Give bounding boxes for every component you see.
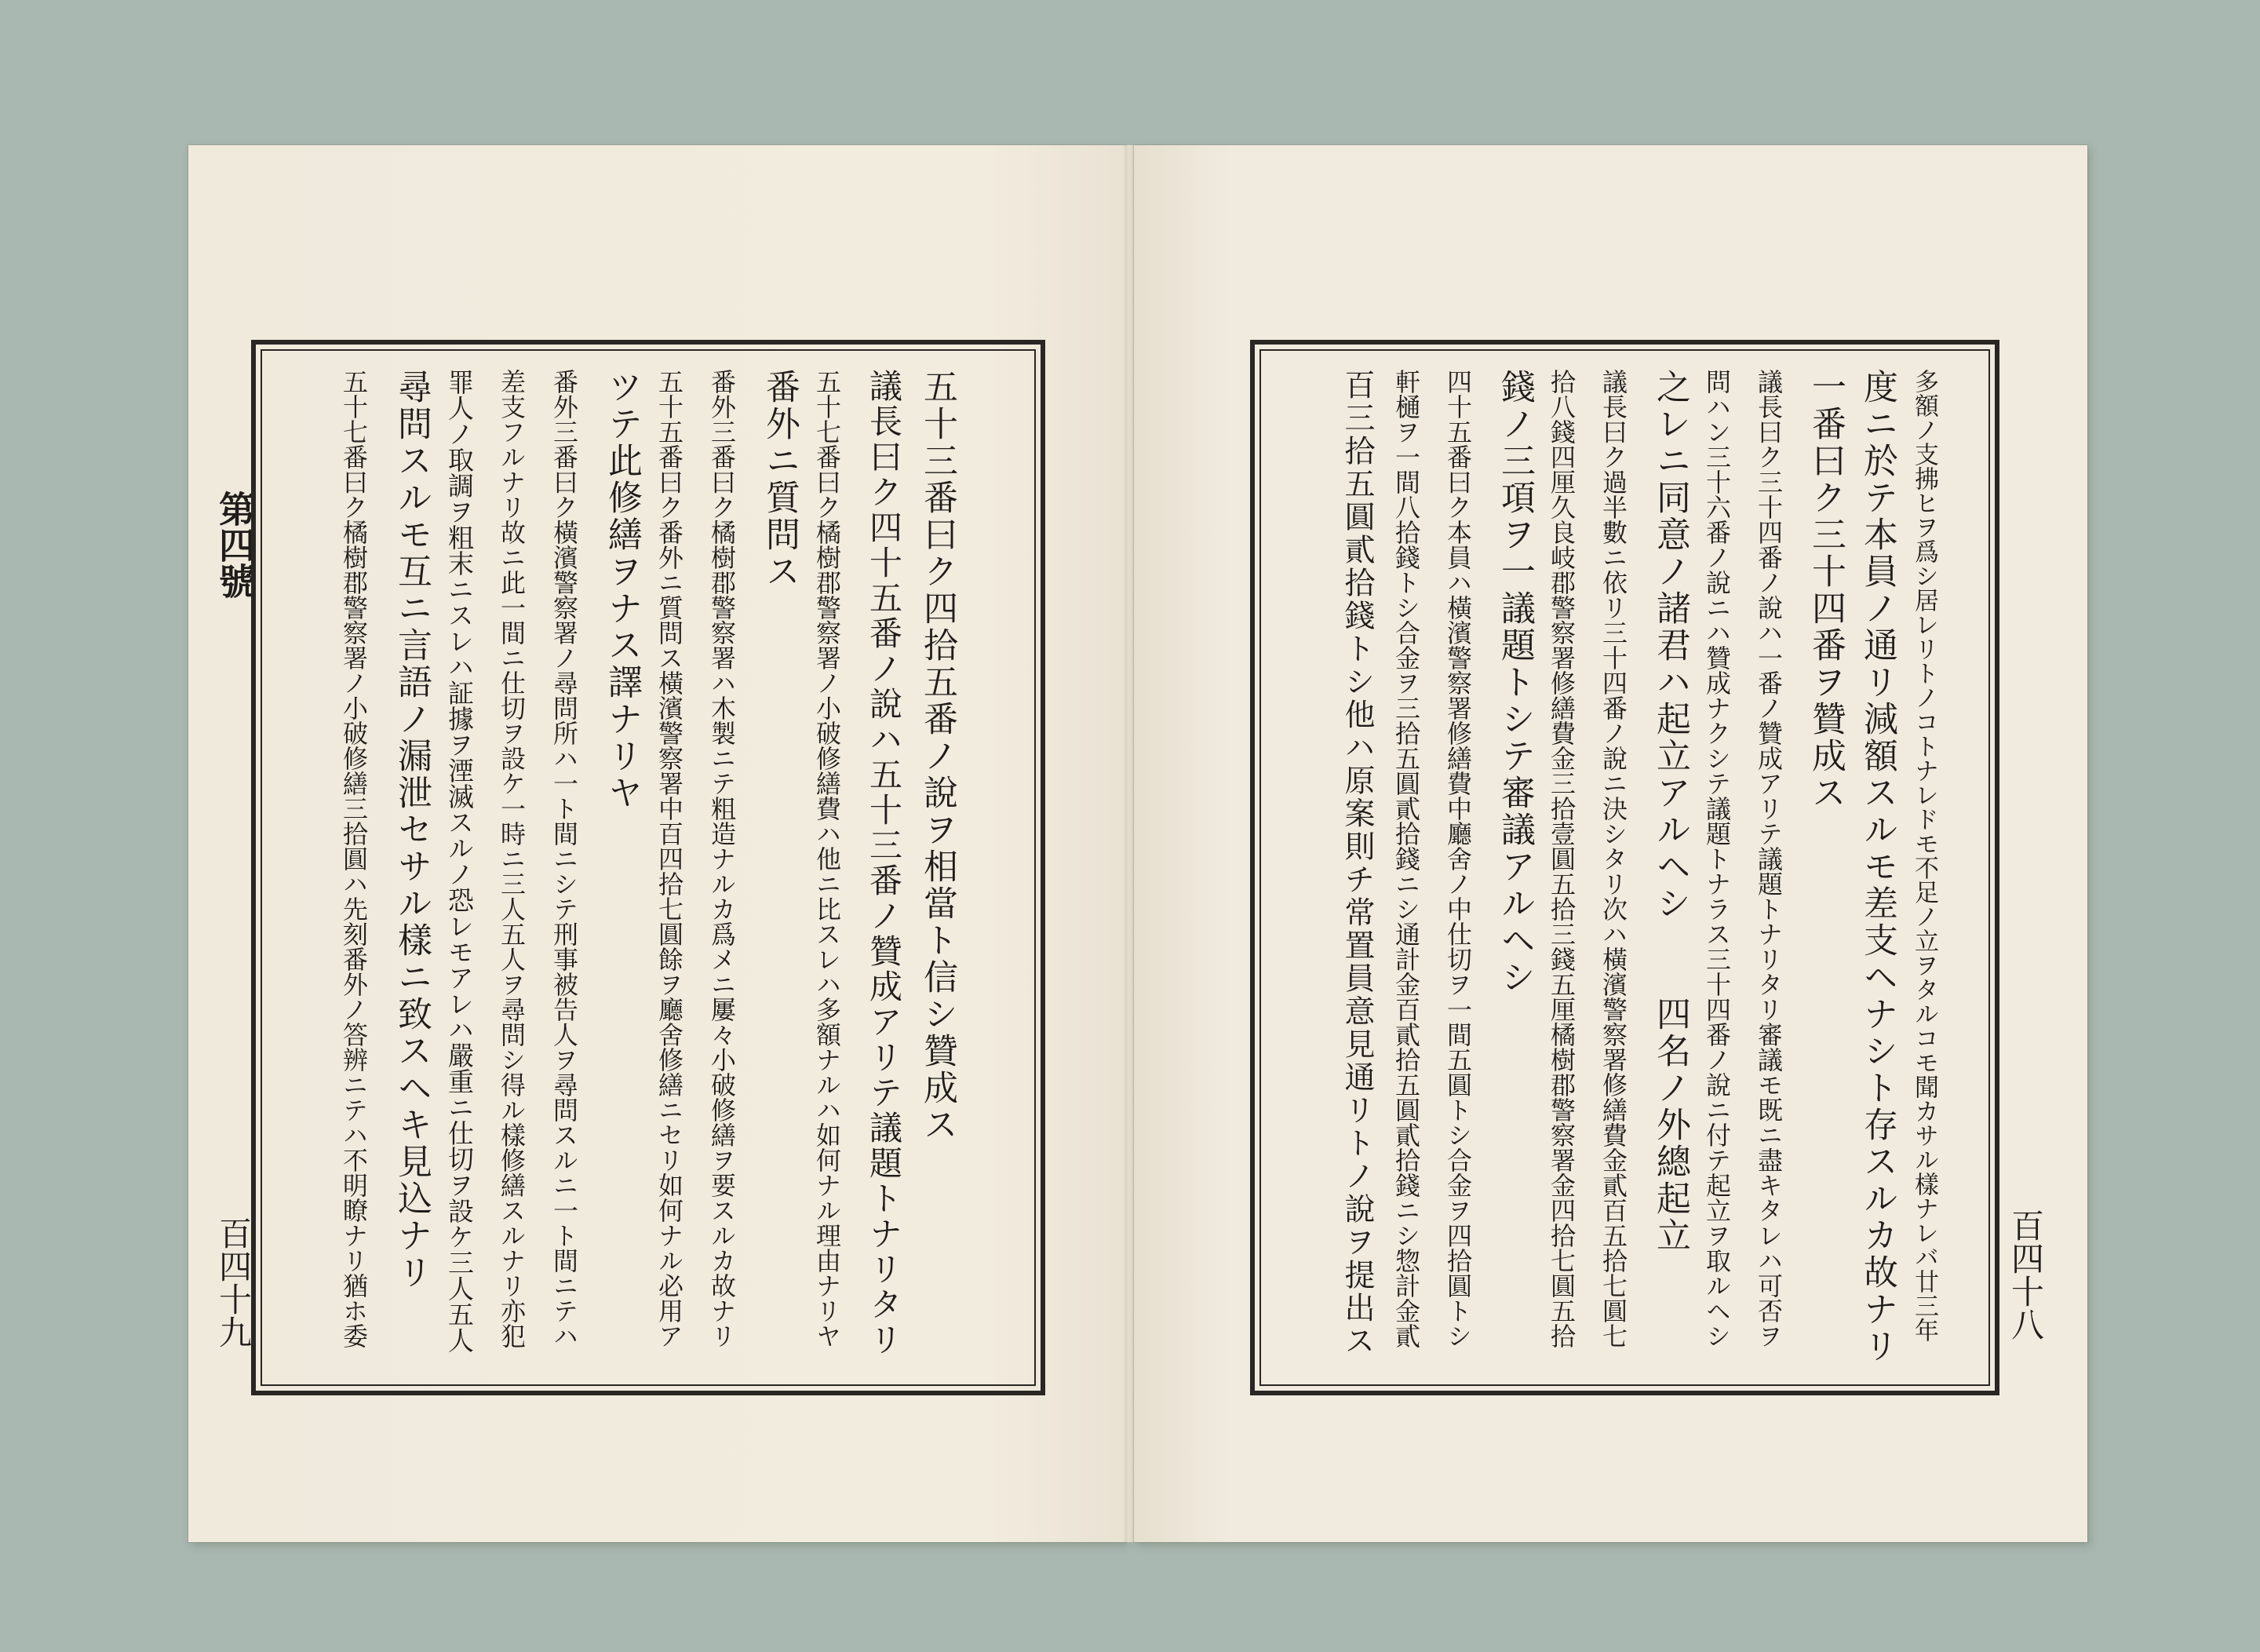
right-column-4: 議長曰ク三十四番ノ說ハ一番ノ贊成アリテ議題トナリタリ審議モ既ニ盡キタレハ可否ヲ [1754,369,1784,1348]
left-column-12: 五十七番曰ク橘樹郡警察署ノ小破修繕三拾圓ハ先刻番外ノ答辨ニテハ不明瞭ナリ猶ホ委 [339,369,369,1348]
right-column-6: 之レニ同意ノ諸君ハ起立アルヘシ 四名ノ外總起立 [1650,369,1690,1254]
right-column-3: 一番曰ク三十四番ヲ贊成ス [1806,369,1846,811]
left-column-1: 五十三番曰ク四拾五番ノ說ヲ相當ト信シ贊成ス [917,369,957,1143]
left-column-4: 番外ニ質問ス [760,369,800,590]
right-column-10: 四十五番曰ク本員ハ橫濱警察署修繕費中廳舍ノ中仕切ヲ一間五圓トシ合金ヲ四拾圓トシ [1443,369,1473,1348]
left-column-5: 番外三番曰ク橘樹郡警察署ハ木製ニテ粗造ナルカ爲メニ屢々小破修繕ヲ要スルカ故ナリ [707,369,737,1348]
right-column-1: 多額ノ支拂ヒヲ爲シ居レリトノコトナレドモ不足ノ立ヲタルコモ聞カサル樣ナレバ廿三年 [1910,369,1938,1342]
left-column-11: 尋問スルモ互ニ言語ノ漏泄セサル樣ニ致スヘキ見込ナリ [392,369,432,1291]
left-column-8: 番外三番曰ク橫濱警察署ノ尋問所ハ一ト間ニシテ刑事被告人ヲ尋問スルニ一ト間ニテハ [549,369,579,1348]
right-column-2: 度ニ於テ本員ノ通リ減額スルモ差支ヘナシト存スルカ故ナリ [1857,369,1897,1365]
right-column-7: 議長曰ク過半數ニ依リ三十四番ノ說ニ決シタリ次ハ橫濱警察署修繕費金貳百五拾七圓七 [1598,369,1628,1348]
left-column-6: 五十五番曰ク番外ニ質問ス橫濱警察署中百四拾七圓餘ヲ廳舍修繕ニセリ如何ナル必用ア [654,369,684,1348]
left-column-9: 差支フルナリ故ニ此一間ニ仕切ヲ設ケ一時ニ三人五人ヲ尋問シ得ル樣修繕スルナリ亦犯 [497,369,527,1348]
left-column-2: 議長曰ク四十五番ノ說ハ五十三番ノ贊成アリテ議題トナリタリ [865,369,903,1358]
left-page-header: 第四號 [213,490,256,599]
left-column-3: 五十七番曰ク橘樹郡警察署ノ小破修繕費ハ他ニ比スレハ多額ナルハ如何ナル理由ナリヤ [812,369,842,1348]
right-column-8: 拾八錢四厘久良岐郡警察署修繕費金三拾壹圓五拾三錢五厘橘樹郡警察署金四拾七圓五拾 [1547,369,1577,1348]
left-column-10: 罪人ノ取調ヲ粗末ニスレハ証據ヲ湮滅スルノ恐レモアレハ嚴重ニ仕切ヲ設ケ三人五人 [444,369,475,1353]
left-page-number: 百四十九 [214,1216,253,1348]
right-page-number: 百四十八 [2007,1209,2045,1340]
right-column-12: 百三拾五圓貳拾錢トシ他ハ原案則チ常置員意見通リトノ說ヲ提出ス [1340,369,1375,1358]
left-column-7: ツテ此修繕ヲナス譯ナリヤ [602,369,642,811]
right-column-9: 錢ノ三項ヲ一議題トシテ審議アルヘシ [1495,369,1535,996]
right-column-5: 問ハン三十六番ノ說ニハ贊成ナクシテ議題トナラス三十四番ノ說ニ付テ起立ヲ取ルヘシ [1702,369,1732,1348]
right-column-11: 軒樋ヲ一間八拾錢トシ合金ヲ三拾五圓貳拾錢ニシ通計金百貳拾五圓貳拾錢ニシ惣計金貳 [1391,369,1421,1348]
